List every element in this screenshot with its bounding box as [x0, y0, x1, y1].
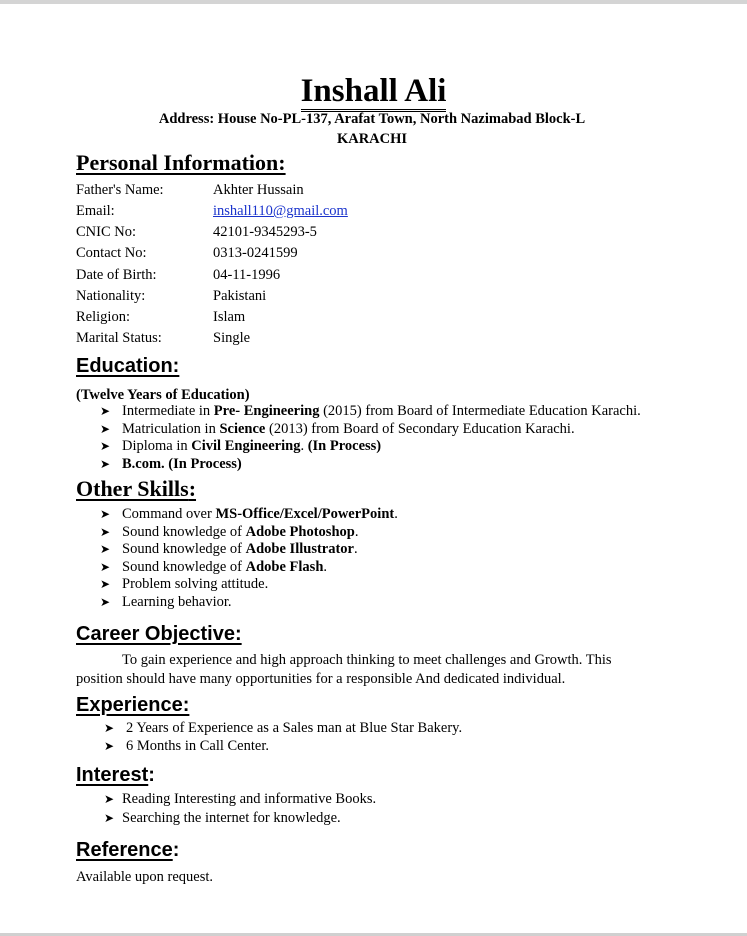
field-value: Islam [213, 309, 246, 325]
reference-heading: Reference: [76, 839, 180, 861]
field-value: Single [213, 330, 251, 346]
personal-row-dob [76, 265, 280, 286]
field-value: 0313-0241599 [213, 245, 298, 261]
arrowhead-bullet-icon: ➤ [100, 559, 111, 574]
experience-heading: Experience: [76, 694, 190, 716]
arrowhead-bullet-icon: ➤ [100, 524, 111, 539]
field-value: 04-11-1996 [213, 267, 281, 283]
field-label: Contact No: [76, 245, 147, 261]
education-heading: Education: [76, 355, 180, 377]
personal-row-cnic [76, 222, 317, 243]
address-line-1: Address: House No-PL-137, Arafat Town, North Nazimabad Block-L [158, 111, 586, 127]
arrowhead-bullet-icon: ➤ [104, 792, 115, 806]
arrowhead-bullet-icon: ➤ [100, 421, 111, 436]
arrowhead-bullet-icon: ➤ [100, 439, 111, 453]
arrowhead-bullet-icon: ➤ [100, 594, 111, 609]
personal-row-religion [76, 307, 245, 328]
personal-row-father [76, 180, 304, 201]
arrowhead-bullet-icon: ➤ [100, 577, 111, 591]
career-objective-line-2: position should have many opportunities for a responsible And dedicated individual. [76, 671, 566, 687]
arrowhead-bullet-icon: ➤ [104, 721, 115, 735]
field-label: CNIC No: [76, 224, 137, 240]
field-value: 42101-9345293-5 [213, 224, 317, 240]
email-link[interactable]: inshall110@gmail.com [213, 203, 348, 219]
personal-row-contact [76, 243, 298, 264]
address-line-2: KARACHI [336, 131, 408, 147]
top-edge-bar [0, 0, 747, 4]
field-label: Marital Status: [76, 330, 162, 346]
field-label: Religion: [76, 309, 130, 325]
interest-heading: Interest: [76, 764, 155, 786]
resume-name: Inshall Ali [0, 72, 747, 110]
skills-heading: Other Skills: [76, 476, 197, 501]
arrowhead-bullet-icon: ➤ [104, 810, 115, 825]
personal-row-marital [76, 328, 250, 349]
arrowhead-bullet-icon: ➤ [104, 738, 115, 753]
personal-row-email [76, 201, 348, 222]
field-label: Nationality: [76, 288, 146, 304]
arrowhead-bullet-icon: ➤ [100, 507, 111, 521]
career-objective-line-1: To gain experience and high approach thinking to meet challenges and Growth. This [122, 652, 612, 668]
personal-info-heading: Personal Information: [76, 150, 286, 175]
reference-text: Available upon request. [76, 869, 214, 885]
field-label: Date of Birth: [76, 267, 157, 283]
education-subheading: (Twelve Years of Education) [76, 387, 250, 403]
field-value: Pakistani [213, 288, 267, 304]
personal-row-nationality [76, 286, 266, 307]
arrowhead-bullet-icon: ➤ [100, 456, 111, 471]
career-objective-heading: Career Objective: [76, 623, 242, 645]
field-value: Akhter Hussain [213, 182, 304, 198]
field-label: Email: [76, 203, 115, 219]
field-label: Father's Name: [76, 182, 164, 198]
arrowhead-bullet-icon: ➤ [100, 404, 111, 418]
arrowhead-bullet-icon: ➤ [100, 542, 111, 556]
